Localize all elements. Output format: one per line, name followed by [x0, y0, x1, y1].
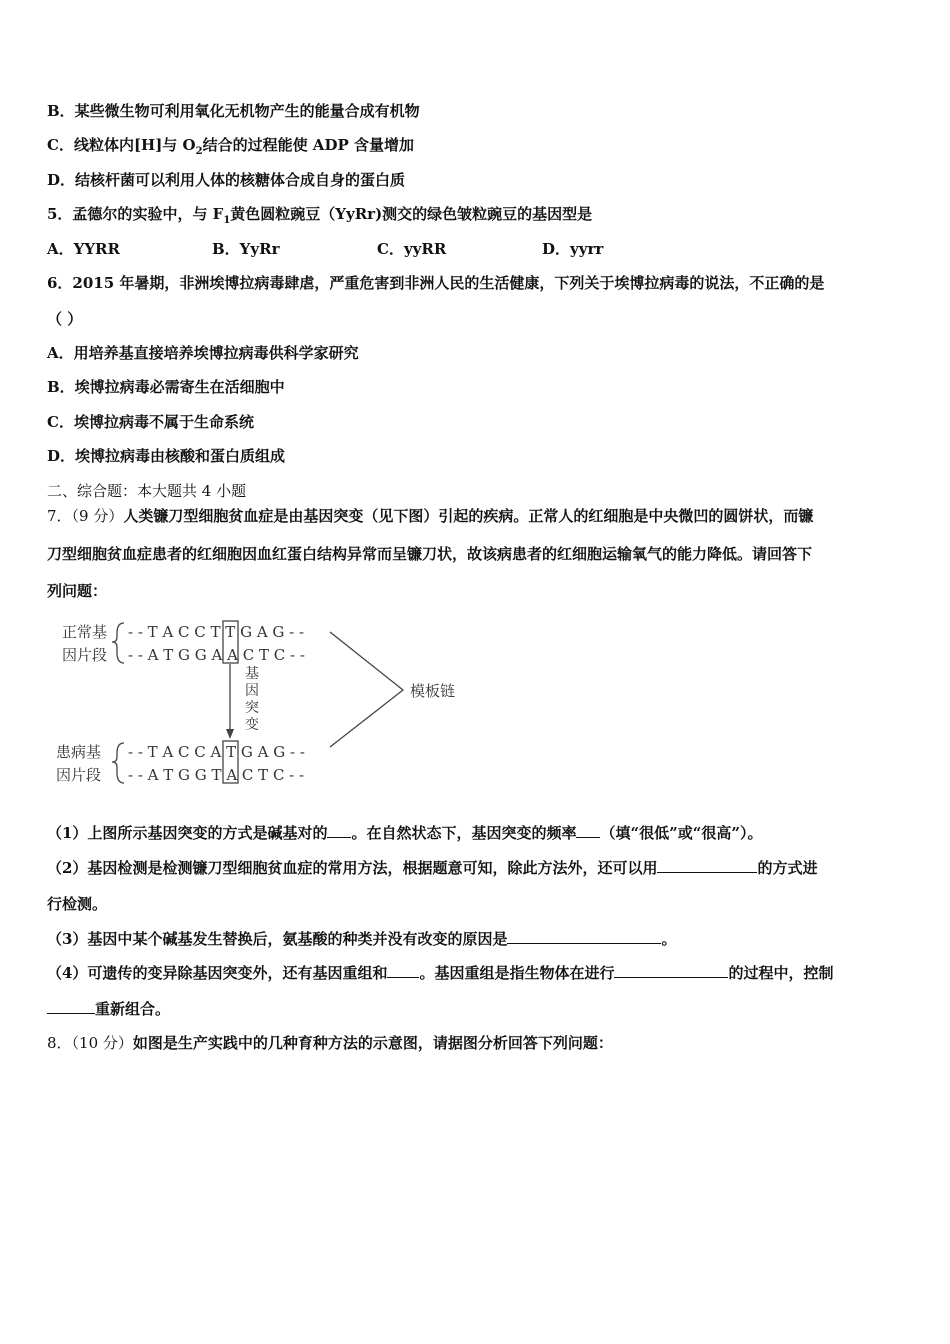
q7-sub-2-blank[interactable] [657, 857, 757, 873]
q7-sub-2-line-2: 行检测。 [47, 895, 108, 913]
patient-gene-label-2: 因片段 [56, 766, 102, 784]
patient-gene-brace [112, 743, 124, 783]
q8-score: （10 分） [71, 1034, 133, 1052]
mutation-label-3: 突 [245, 700, 259, 716]
mutation-label-2: 因 [245, 683, 259, 699]
q7-sub-2-text-2: 的方式进 [757, 859, 818, 877]
q7-sub-4-line-2-text: 重新组合。 [95, 1000, 171, 1018]
q7-score: （9 分） [71, 507, 124, 525]
q5-stem [47, 204, 592, 224]
q7-sub-4 [47, 962, 833, 983]
q8-number: 8． [47, 1034, 72, 1052]
q8-stem-text: 如图是生产实践中的几种育种方法的示意图，请据图分析回答下列问题： [132, 1034, 613, 1052]
q5-stem-subscript: 1 [223, 215, 231, 226]
q6-option-d: D．埃博拉病毒由核酸和蛋白质组成 [47, 447, 286, 465]
q7-sub-1-text-3: （填“很低”或“很高”）。 [600, 824, 763, 842]
q7-stem-line-1 [47, 506, 813, 526]
q7-sub-4-text-1: （4）可遗传的变异除基因突变外，还有基因重组和 [47, 964, 388, 982]
normal-strand-top: - - T A C C T T G A G - - [128, 623, 305, 641]
q7-sub-1-text-1: （1）上图所示基因突变的方式是碱基对的 [47, 824, 328, 842]
q7-sub-3 [47, 928, 676, 949]
q6-option-b: B．埃博拉病毒必需寄生在活细胞中 [47, 378, 285, 396]
q7-sub-1-blank-1[interactable] [327, 822, 351, 838]
q6-stem-line-1: 6．2015 年暑期，非洲埃博拉病毒肆虐，严重危害到非洲人民的生活健康，下列关于埃博拉病毒的说法，不正确的是 [47, 274, 825, 292]
q7-sub-3-blank[interactable] [507, 928, 661, 944]
q7-stem-text: 人类镰刀型细胞贫血症是由基因突变（见下图）引起的疾病。正常人的红细胞是中央微凹的圆饼状，而镰 [123, 507, 814, 525]
q5-option-a: A．YYRR [47, 240, 120, 258]
q5-stem-text-2: 黄色圆粒豌豆（YyRr)测交的绿色皱粒豌豆的基因型是 [230, 205, 593, 223]
q7-sub-2-text-1: （2）基因检测是检测镰刀型细胞贫血症的常用方法，根据题意可知，除此方法外，还可以用 [47, 859, 658, 877]
q6-option-c: C．埃博拉病毒不属于生命系统 [47, 413, 254, 431]
q6-stem-line-2: （ ） [47, 310, 83, 328]
q7-sub-4-text-3: 的过程中，控制 [728, 964, 834, 982]
q6-option-a: A．用培养基直接培养埃博拉病毒供科学家研究 [47, 344, 359, 362]
q7-sub-4-blank-1[interactable] [387, 962, 419, 978]
mutation-label-4: 变 [245, 717, 259, 733]
normal-gene-label-1: 正常基 [62, 623, 108, 641]
q7-sub-4-blank-3[interactable] [47, 998, 95, 1014]
normal-strand-bottom: - - A T G G A A C T C - - [128, 646, 305, 664]
q8-stem [47, 1033, 613, 1053]
patient-strand-top: - - T A C C A T G A G - - [128, 743, 305, 761]
normal-gene-label-2: 因片段 [62, 646, 108, 664]
q7-sub-1-text-2: 。在自然状态下，基因突变的频率 [351, 824, 577, 842]
q4-option-c-text-2: 结合的过程能使 ADP 含量增加 [202, 136, 414, 154]
normal-gene-brace [112, 623, 124, 663]
q7-stem-line-2: 刀型细胞贫血症患者的红细胞因血红蛋白结构异常而呈镰刀状，故该病患者的红细胞运输氧气的能力降低。请回答下 [47, 545, 813, 563]
q4-option-d: D．结核杆菌可以利用人体的核糖体合成自身的蛋白质 [47, 171, 406, 189]
template-strand-label: 模板链 [410, 682, 456, 700]
template-strand-connector [330, 632, 403, 747]
q5-option-d: D．yyrr [542, 240, 604, 258]
q7-stem-line-3: 列问题： [47, 582, 108, 600]
q4-option-c [47, 135, 414, 155]
mutation-label-1: 基 [245, 666, 259, 682]
section-2-heading: 二、综合题：本大题共 4 小题 [47, 482, 247, 500]
q5-option-c: C．yyRR [377, 240, 447, 258]
q7-sub-1 [47, 822, 762, 843]
gene-mutation-diagram [48, 615, 478, 795]
q7-sub-4-line-2 [47, 998, 170, 1019]
q7-sub-2 [47, 857, 817, 878]
mutation-arrow-head [226, 729, 234, 739]
q7-number: 7． [47, 507, 72, 525]
patient-gene-label-1: 患病基 [56, 743, 102, 761]
q5-stem-text-1: 5．孟德尔的实验中，与 F [47, 205, 224, 223]
q7-sub-4-blank-2[interactable] [614, 962, 728, 978]
q4-option-b: B．某些微生物可利用氧化无机物产生的能量合成有机物 [47, 102, 420, 120]
q7-sub-1-blank-2[interactable] [576, 822, 600, 838]
q7-sub-3-text-1: （3）基因中某个碱基发生替换后，氨基酸的种类并没有改变的原因是 [47, 930, 508, 948]
q4-option-c-subscript: 2 [195, 146, 203, 157]
patient-strand-bottom: - - A T G G T A C T C - - [128, 766, 305, 784]
q7-sub-3-text-2: 。 [661, 930, 677, 948]
q5-option-b: B．YyRr [212, 240, 280, 258]
q7-sub-4-text-2: 。基因重组是指生物体在进行 [419, 964, 615, 982]
q4-option-c-text-1: C．线粒体内[H]与 O [47, 136, 196, 154]
